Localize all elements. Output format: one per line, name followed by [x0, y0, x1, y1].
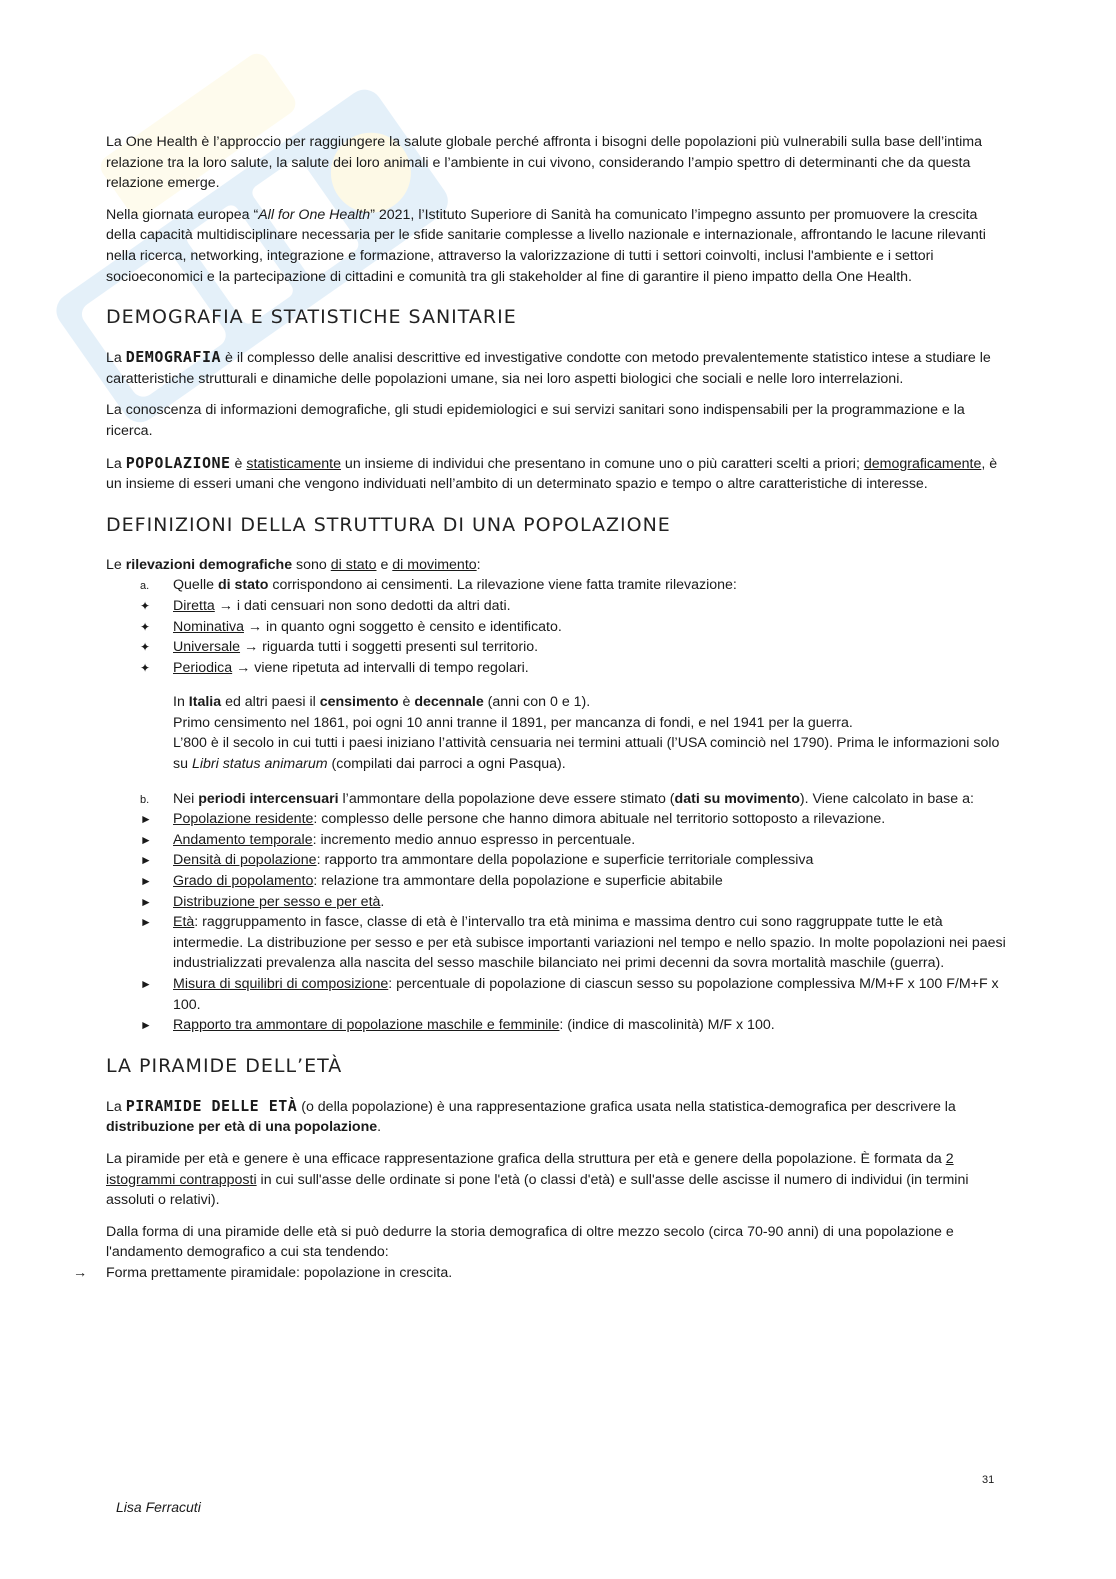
popolazione-paragraph	[106, 453, 1006, 495]
text-span: Nei	[173, 790, 199, 807]
text-span: sono	[292, 556, 331, 573]
list-item-term: Grado di popolamento	[173, 873, 314, 890]
text-span: è il complesso delle analisi descrittive ed investigative condotte con metodo prevalentemente statistico intese a studiare le caratteristiche strutturali e dinamiche delle popolazioni umane, sia nei loro aspetti biologici che sociali e nelle loro interrelazioni.	[106, 350, 991, 387]
conoscenza-paragraph: La conoscenza di informazioni demografiche, gli studi epidemiologici e sui servizi sanitari sono indispensabili per la programmazione e la ricerca.	[106, 402, 965, 439]
list-item-term: Nominativa	[173, 618, 244, 635]
list-marker: a.	[140, 580, 150, 593]
list-item-term: Periodica	[173, 659, 233, 676]
triangle-bullet-icon: ►	[140, 853, 152, 868]
list-item-term: Misura di squilibri di composizione	[173, 976, 389, 992]
list-item-a	[106, 575, 1006, 596]
text-span: in cui sull'asse delle ordinate si pone l'età (o classi d'età) e sull'asse delle ascisse il numero di individui (in termini assoluti o relativi).	[106, 1171, 969, 1209]
list-item	[39, 1263, 1006, 1284]
list-item	[106, 830, 1006, 851]
text-span: La	[106, 1098, 126, 1115]
text-span: e	[376, 556, 393, 573]
text-span: Quelle	[173, 577, 218, 594]
movimento-list	[106, 789, 1006, 810]
text-span: corrispondono ai censimenti. La rilevazione viene fatta tramite rilevazione:	[268, 577, 737, 594]
text-span: ). Viene calcolato in base a:	[799, 790, 974, 807]
text-span: ” 2021, l’Istituto Superiore di Sanità ha comunicato l’impegno assunto per promuovere la crescita della capacità multidisciplinare necessaria per le sfide sanitarie complesse a livello nazionale e internazionale, affrontando le lacune rilevanti nella ricerca, networking, integrazione e formazione, attraverso la valorizzazione di tutti i settori coinvolti, inclusi l'ambiente e i settori socioeconomici e la partecipazione di cittadini e comunità tra gli stakeholder al fine di garantire il pieno impatto della One Health.	[106, 206, 986, 285]
page-number: 31	[982, 1474, 995, 1486]
list-item-term: Universale	[173, 639, 241, 656]
page-content	[73, 132, 1006, 1284]
bold-term: dati su movimento	[674, 790, 800, 807]
underlined-term: 2 istogrammi contrapposti	[106, 1150, 954, 1188]
triangle-bullet-icon: ►	[140, 977, 152, 991]
list-item-text: Forma prettamente piramidale: popolazione in crescita.	[106, 1264, 453, 1281]
text-span: Nella giornata europea “	[106, 206, 259, 223]
list-item	[106, 596, 1006, 617]
keyword-popolazione: POPOLAZIONE	[125, 453, 231, 472]
triangle-bullet-icon: ►	[140, 894, 152, 909]
star-bullet-icon: ✦	[140, 640, 151, 655]
text-span: La piramide per età e genere è una efficace rappresentazione grafica della struttura per età e genere della popolazione. È formata da	[106, 1150, 946, 1167]
list-item	[106, 892, 1006, 913]
list-item	[106, 850, 1006, 871]
underlined-term: demograficamente	[863, 455, 982, 472]
text-span: Le	[106, 556, 126, 573]
list-item-text: → viene ripetuta ad intervalli di tempo regolari.	[232, 659, 529, 676]
list-item-term: Età	[173, 914, 195, 931]
text-span: (o della popolazione) è una rappresentazione grafica usata nella statistica-demografica per descrivere la	[297, 1098, 956, 1115]
primo-censimento-line: Primo censimento nel 1861, poi ogni 10 anni tranne il 1891, per mancanza di fondi, e nel 1941 per la guerra.	[173, 714, 853, 731]
bold-term: censimento	[319, 694, 399, 711]
list-item	[106, 1015, 1006, 1036]
list-item-text: → i dati censuari non sono dedotti da altri dati.	[214, 597, 511, 614]
bold-term: di stato	[217, 577, 269, 594]
rilevazioni-intro	[106, 555, 1006, 576]
keyword-demografia: DEMOGRAFIA	[125, 348, 222, 367]
triangle-bullet-icon: ►	[140, 1018, 152, 1033]
european-day-paragraph	[106, 205, 1006, 287]
triangle-bullet-icon: ►	[140, 812, 152, 827]
list-item	[106, 974, 1006, 1015]
list-item	[106, 617, 1006, 638]
text-span: La	[106, 455, 126, 472]
list-item-text: : (indice di mascolinità) M/F x 100.	[559, 1017, 775, 1034]
list-item-term: Rapporto tra ammontare di popolazione maschile e femminile	[173, 1017, 560, 1034]
rilevazioni-list	[106, 575, 1006, 596]
text-span: l’ammontare della popolazione deve essere stimato (	[338, 790, 675, 807]
bold-term: rilevazioni demografiche	[125, 556, 293, 573]
emphasis-text: Libri status animarum	[191, 756, 328, 773]
one-health-paragraph: La One Health è l’approccio per raggiungere la salute globale perché affronta i bisogni delle popolazioni più vulnerabili sulla base dell’intima relazione tra la loro salute, la salute dei loro animali e l’ambiente in cui vivono, considerando l’ampio spettro di determinanti che da questa relazione emerge.	[106, 134, 982, 192]
list-item-b	[106, 789, 1006, 810]
list-item-term: Popolazione residente	[173, 811, 314, 828]
underlined-term: di stato	[330, 556, 377, 573]
ottocento-line	[173, 733, 1006, 774]
triangle-bullet-icon: ►	[140, 874, 152, 889]
star-bullet-icon: ✦	[140, 598, 151, 613]
text-span: In	[173, 694, 189, 711]
keyword-piramide: PIRAMIDE DELLE ETÀ	[125, 1096, 298, 1115]
text-span: un insieme di individui che presentano in comune uno o più caratteri scelti a priori;	[340, 455, 864, 472]
underlined-term: di movimento	[392, 556, 477, 573]
bold-term: periodi intercensuari	[198, 790, 339, 807]
list-item-text: : relazione tra ammontare della popolazione e superficie abitabile	[313, 873, 723, 890]
footer-author: Lisa Ferracuti	[116, 1499, 201, 1515]
list-item-term: Distribuzione per sesso e per età	[173, 893, 381, 910]
demografia-paragraph	[106, 347, 1006, 389]
text-span: .	[377, 1119, 382, 1136]
bold-term: decennale	[414, 694, 484, 711]
emphasis-text: All for One Health	[258, 206, 371, 223]
piramide-paragraph	[106, 1096, 1006, 1138]
text-span: è	[398, 694, 415, 711]
text-span: è	[230, 455, 247, 472]
text-span: :	[476, 556, 481, 573]
list-item-text: → in quanto ogni soggetto è censito e identificato.	[243, 618, 562, 635]
list-item-text: : rapporto tra ammontare della popolazione e superficie territoriale complessiva	[316, 852, 814, 869]
star-bullet-icon: ✦	[140, 619, 151, 634]
list-item	[106, 871, 1006, 892]
star-bullet-icon: ✦	[140, 660, 151, 675]
list-item-text: : percentuale di popolazione di ciascun sesso su popolazione complessiva M/M+F x 100 F/M+F x 100.	[173, 976, 999, 1013]
forma-list	[73, 1263, 1006, 1284]
section-title-demografia: DEMOGRAFIA E STATISTICHE SANITARIE	[106, 306, 517, 329]
bold-term: Italia	[188, 694, 222, 711]
triangle-bullet-icon: ►	[140, 832, 152, 847]
list-item	[106, 658, 1006, 679]
underlined-term: statisticamente	[246, 455, 341, 472]
list-item	[106, 809, 1006, 830]
bold-term: distribuzione per età di una popolazione	[106, 1119, 378, 1136]
text-span: , è un insieme di esseri umani che vengono individuati nell’ambito di un determinato spazio e tempo o altre caratteristiche di interesse.	[106, 455, 998, 493]
movimento-sublist	[140, 809, 1006, 1036]
list-item-term: Diretta	[173, 597, 215, 614]
genere-paragraph	[106, 1149, 1006, 1211]
list-item-text: : raggruppamento in fasce, classe di età è l’intervallo tra età minima e massima dentro cui sono raggruppate tutte le età intermedie. La distribuzione per sesso e per età subisce importanti variazioni nel tempo e nello spazio. In molte popolazioni nei paesi industrializzati prevalenza alla nascita del sesso maschile bilanciato nei primi decenni da sovra mortalità maschile (guerra).	[173, 914, 1006, 972]
list-item	[106, 912, 1006, 974]
triangle-bullet-icon: ►	[140, 915, 152, 930]
list-item-term: Andamento temporale	[173, 831, 313, 848]
section-title-definizioni: DEFINIZIONI DELLA STRUTTURA DI UNA POPOLAZIONE	[106, 513, 671, 536]
text-span: (compilati dai parroci a ogni Pasqua).	[327, 756, 566, 773]
stato-sublist	[140, 596, 1006, 678]
text-span: ed altri paesi il	[221, 694, 320, 711]
list-item-term: Densità di popolazione	[173, 852, 317, 869]
italia-line	[173, 692, 1006, 713]
list-item-text: → riguarda tutti i soggetti presenti sul territorio.	[240, 639, 539, 656]
text-span: L’800 è il secolo in cui tutti i paesi iniziano l’attività censuaria nei termini attuali (l’USA cominciò nel 1790). Prima le informazioni solo su	[173, 735, 1000, 773]
text-span: (anni con 0 e 1).	[483, 694, 591, 711]
list-item-text: : complesso delle persone che hanno dimora abituale nel territorio sottoposto a rilevazione.	[313, 811, 886, 828]
forma-paragraph: Dalla forma di una piramide delle età si può dedurre la storia demografica di oltre mezzo secolo (circa 70-90 anni) di una popolazione e l'andamento demografico a cui sta tendendo:	[106, 1223, 954, 1261]
text-span: La	[106, 350, 126, 367]
list-item-text: : incremento medio annuo espresso in percentuale.	[312, 831, 636, 848]
section-title-piramide: LA PIRAMIDE DELL’ETÀ	[106, 1054, 343, 1077]
list-item-text: .	[380, 893, 385, 910]
list-item	[106, 637, 1006, 658]
arrow-bullet-icon: →	[73, 1264, 88, 1281]
list-marker: b.	[140, 793, 150, 806]
italia-block	[106, 692, 1006, 774]
